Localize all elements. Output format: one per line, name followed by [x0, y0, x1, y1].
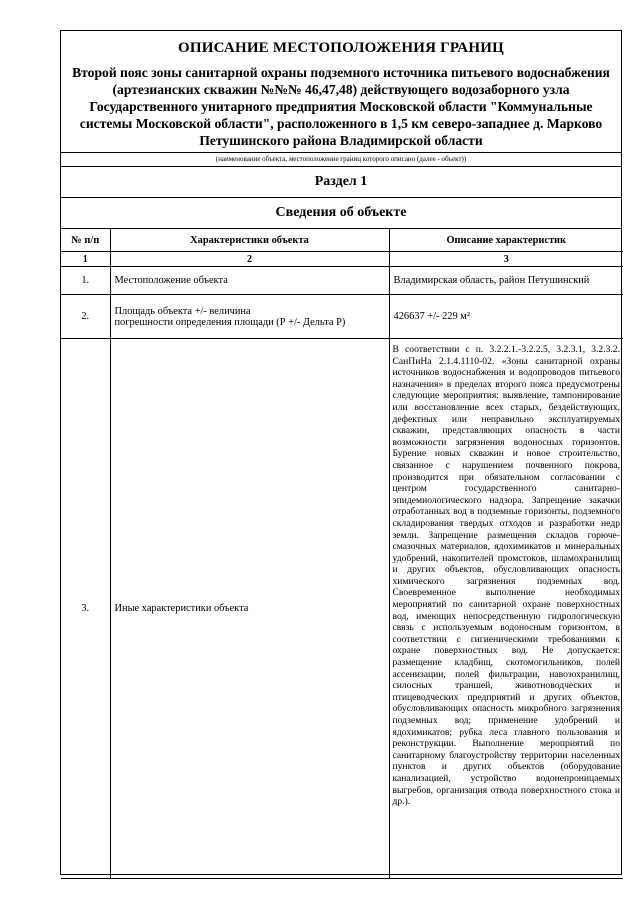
row-number: 1.: [61, 267, 110, 295]
characteristics-table: [61, 229, 623, 879]
document-sheet: [60, 30, 622, 875]
object-name-note: (наименование объекта, местоположение границ которого описано (далее - объект)): [61, 152, 621, 166]
document-subtitle: Второй пояс зоны санитарной охраны подземного источника питьевого водоснабжения (артезианских скважин №№№ 46,47,48) действующего водозаборного узла Государственного унитарного предприятия Московской области "Коммунальные системы Московской области", расположенного в 1,5 км северо-западнее д. Марково Петушинского района Владимирской области: [72, 65, 610, 148]
header-number: № п/п: [61, 229, 110, 252]
table-row: [61, 295, 623, 339]
column-number: 1: [61, 252, 110, 267]
row-number: 2.: [61, 295, 110, 339]
column-number: 2: [110, 252, 389, 267]
row-description: Владимирская область, район Петушинский: [389, 267, 623, 295]
object-info-header: Сведения об объекте: [61, 198, 621, 229]
section-title: Раздел 1: [61, 167, 621, 198]
row-characteristic: [110, 295, 389, 339]
column-number: 3: [389, 252, 623, 267]
table-header-row: [61, 229, 623, 252]
row-description: В соответствии с п. 3.2.2.1.-3.2.2.5, 3.2.3.1, 3.2.3.2. СанПиНа 2.1.4.1110-02. «Зоны санитарной охраны источников водоснабжения и водопроводов питьевого назначения» в пределах второго пояса предусмотрены следующие мероприятия: выявление, тампонирование или восстановление всех старых, бездействующих, дефектных или неправильно эксплуатируемых скважин, представляющих опасность в части возможности загрязнения водоносных горизонтов. Бурение новых скважин и новое строительство, связанное с нарушением почвенного покрова, производится при обязательном согласовании с центром государственного санитарно-эпидемиологического надзора. Запрещение закачки отработанных вод в подземные горизонты, подземного складирования твердых отходов и разработки недр земли. Запрещение размещения складов горюче-смазочных материалов, ядохимикатов и минеральных удобрений, накопителей промстоков, шламохранилищ и других объектов, обусловливающих опасность химического загрязнения подземных вод. Своевременное выполнение необходимых мероприятий по санитарной охране поверхностных вод, имеющих непосредственную гидрологическую связь с используемым водоносным горизонтом, в соответствии с гигиеническими требованиями к охране поверхностных вод. Не допускается: размещение кладбищ, скотомогильников, полей ассенизации, полей фильтрации, навозохранилищ, силосных траншей, животноводческих и птицеводческих предприятий и других объектов, обусловливающих опасность микробного загрязнения подземных вод; применение удобрений и ядохимикатов; рубка леса главного пользования и реконструкции. Выполнение мероприятий по санитарному благоустройству территории населенных пунктов и других объектов (оборудование канализацией, устройство водонепроницаемых выгребов, организация отвода поверхностного стока и др.).: [389, 339, 623, 879]
document-title: ОПИСАНИЕ МЕСТОПОЛОЖЕНИЯ ГРАНИЦ: [178, 40, 504, 56]
row-number: 3.: [61, 339, 110, 879]
header-characteristic: Характеристики объекта: [110, 229, 389, 252]
characteristic-line: Площадь объекта +/- величина: [114, 305, 251, 317]
header-description: Описание характеристик: [389, 229, 623, 252]
table-row: [61, 267, 623, 295]
table-row: [61, 339, 623, 879]
row-characteristic: Местоположение объекта: [110, 267, 389, 295]
row-description: 426637 +/- 229 м²: [389, 295, 623, 339]
characteristic-line: погрешности определения площади (Р +/- Дельта Р): [114, 316, 346, 328]
row-characteristic: Иные характеристики объекта: [110, 339, 389, 879]
document-header: [61, 31, 621, 167]
column-numbers-row: [61, 252, 623, 267]
